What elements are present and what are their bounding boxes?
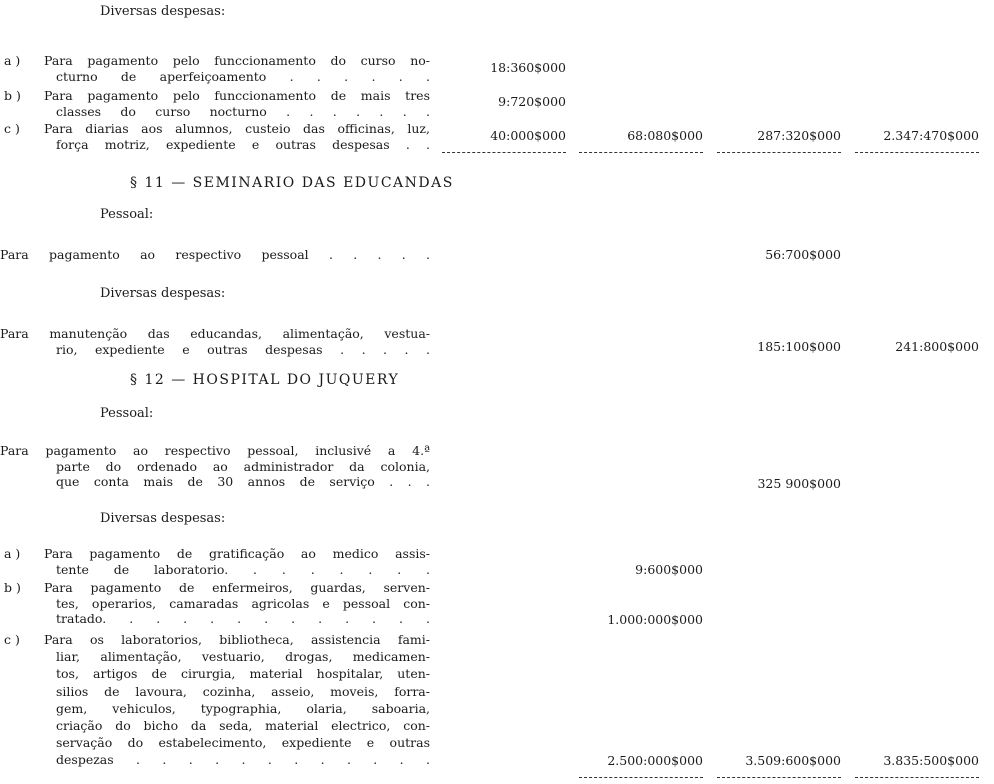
amount: 287:320$000 (757, 128, 841, 143)
item-letter: b ) (4, 88, 21, 103)
item-text: gem, vehiculos, typographia, olaria, saboaria, (56, 700, 430, 716)
item-letter: c ) (4, 121, 20, 136)
amount: 56:700$000 (765, 247, 841, 262)
item-text: Para pagamento pelo funccionamento de mais tres (44, 88, 430, 103)
item-text: classes do curso nocturno . . . . . . . (56, 103, 430, 119)
pessoal-item (0, 443, 430, 490)
item-text: cturno de aperfeiçoamento . . . . . . (56, 68, 430, 84)
amount: 3.509:600$000 (745, 753, 841, 768)
amount: 9:600$000 (635, 562, 703, 577)
item-text: Para os laboratorios, bibliotheca, assistencia fami- (44, 632, 430, 647)
item-letter: c ) (4, 632, 20, 647)
item-text: que conta mais de 30 annos de serviço . . . (56, 474, 430, 489)
subheading-pessoal: Pessoal: (100, 406, 154, 421)
divider (855, 152, 979, 153)
amount: 18:360$000 (490, 60, 566, 75)
expense-item-a (0, 546, 430, 577)
expense-item-b (0, 580, 430, 627)
divider (855, 777, 979, 778)
item-text: liar, alimentação, vestuario, drogas, medicamen- (56, 649, 430, 665)
item-letter: b ) (4, 580, 21, 595)
expense-item-b (0, 88, 430, 119)
subheading-diversas-despesas: Diversas despesas: (100, 4, 226, 19)
pessoal-item (0, 247, 430, 263)
divider (717, 152, 841, 153)
item-text: Para pagamento ao respectivo pessoal, inclusivé a 4.ª (0, 443, 430, 458)
item-letter: a ) (4, 53, 21, 68)
amount: 241:800$000 (895, 339, 979, 354)
despesas-item (0, 326, 430, 357)
item-text: Para pagamento ao respectivo pessoal . . . . . (0, 247, 430, 262)
amount: 2.347:470$000 (883, 128, 979, 143)
item-text: Para pagamento de enfermeiros, guardas, serven- (44, 580, 430, 595)
item-text: criação do bicho da seda, material electrico, con- (56, 718, 430, 734)
item-text: Para diarias aos alumnos, custeio das officinas, luz, (44, 121, 430, 136)
item-text: servação do estabelecimento, expediente e outras (56, 735, 430, 751)
expense-item-a (0, 53, 430, 84)
item-text: tos, artigos de cirurgia, material hospitalar, uten- (56, 666, 430, 682)
item-text: silios de lavoura, cozinha, asseio, moveis, forra- (56, 683, 430, 699)
item-text: Para manutenção das educandas, alimentação, vestua- (0, 326, 430, 341)
item-text: Para pagamento pelo funccionamento do curso no- (44, 53, 430, 68)
subheading-diversas-despesas: Diversas despesas: (100, 286, 226, 301)
amount: 1.000:000$000 (607, 612, 703, 627)
subheading-diversas-despesas: Diversas despesas: (100, 511, 226, 526)
amount: 3.835:500$000 (883, 753, 979, 768)
section-title: § 12 — HOSPITAL DO JUQUERY (130, 372, 400, 388)
expense-item-c (0, 121, 430, 152)
item-text: tratado. . . . . . . . . . . . . (56, 611, 430, 626)
item-text: tes, operarios, camaradas agricolas e pessoal con- (56, 595, 430, 611)
divider (579, 777, 703, 778)
amount: 325 900$000 (757, 476, 841, 491)
item-text: rio, expediente e outras despesas . . . . . (56, 341, 430, 357)
amount: 185:100$000 (757, 339, 841, 354)
expense-item-c (0, 631, 430, 769)
divider (442, 152, 566, 153)
divider (717, 777, 841, 778)
divider (579, 152, 703, 153)
item-text: Para pagamento de gratificação ao medico assis- (44, 546, 430, 561)
amount: 68:080$000 (627, 128, 703, 143)
item-text: tente de laboratorio. . . . . . . . (56, 561, 430, 577)
item-text: despezas . . . . . . . . . . . . (56, 752, 430, 768)
item-text: força motriz, expediente e outras despesas . . (56, 136, 430, 152)
amount: 40:000$000 (490, 128, 566, 143)
amount: 2.500:000$000 (607, 753, 703, 768)
item-text: parte do ordenado ao administrador da colonia, (56, 458, 430, 474)
item-letter: a ) (4, 546, 21, 561)
amount: 9:720$000 (498, 94, 566, 109)
section-title: § 11 — SEMINARIO DAS EDUCANDAS (130, 175, 454, 191)
subheading-pessoal: Pessoal: (100, 207, 154, 222)
